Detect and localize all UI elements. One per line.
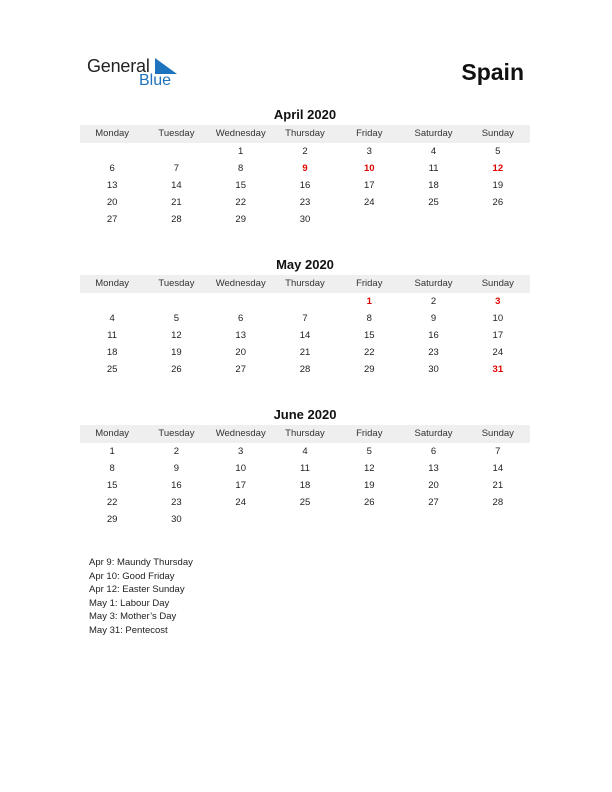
day-cell: 16 bbox=[171, 480, 182, 491]
day-cell: 4 bbox=[109, 313, 115, 324]
week-row bbox=[80, 211, 530, 228]
day-cell: 25 bbox=[106, 364, 118, 375]
day-cell bbox=[144, 293, 208, 310]
weekday-label: Sunday bbox=[481, 428, 514, 439]
day-cell: 6 bbox=[238, 313, 244, 324]
day-cell bbox=[273, 511, 337, 528]
day-cell: 6 bbox=[109, 163, 115, 174]
weekday-label: Tuesday bbox=[158, 428, 195, 439]
weekday-label: Friday bbox=[356, 428, 383, 439]
day-cell: 1 bbox=[238, 146, 244, 157]
weekday-label: Friday bbox=[356, 128, 383, 139]
week-row bbox=[80, 310, 530, 327]
holiday-item: May 3: Mother’s Day bbox=[89, 611, 177, 623]
day-cell: 20 bbox=[428, 480, 439, 491]
weekday-header-row bbox=[80, 125, 530, 143]
week-row bbox=[80, 443, 530, 460]
day-cell: 22 bbox=[106, 497, 118, 508]
day-cell: 11 bbox=[428, 163, 439, 174]
day-cell bbox=[337, 211, 401, 228]
month-may bbox=[80, 257, 530, 378]
weekday-label: Saturday bbox=[414, 428, 453, 439]
week-row bbox=[80, 177, 530, 194]
day-cell bbox=[209, 511, 273, 528]
day-cell: 21 bbox=[299, 347, 311, 358]
holiday-list bbox=[89, 556, 193, 638]
month-june bbox=[80, 407, 530, 528]
day-cell: 9 bbox=[173, 463, 180, 474]
day-cell: 18 bbox=[299, 480, 311, 491]
day-cell: 14 bbox=[492, 463, 504, 474]
day-cell: 10 bbox=[492, 313, 504, 324]
day-cell: 6 bbox=[430, 446, 437, 457]
day-cell: 17 bbox=[363, 180, 375, 191]
day-cell: 13 bbox=[235, 330, 246, 341]
day-cell bbox=[466, 511, 530, 528]
weekday-label: Sunday bbox=[481, 128, 514, 139]
day-cell: 27 bbox=[235, 364, 246, 375]
day-cell: 15 bbox=[106, 480, 118, 491]
day-cell: 26 bbox=[171, 364, 182, 375]
day-cell: 30 bbox=[428, 364, 439, 375]
day-cell: 10 bbox=[363, 163, 375, 174]
day-cell: 5 bbox=[173, 313, 180, 324]
day-cell: 22 bbox=[235, 197, 246, 208]
day-cell: 26 bbox=[492, 197, 504, 208]
day-cell: 29 bbox=[106, 514, 118, 525]
week-row bbox=[80, 344, 530, 361]
weekday-label: Sunday bbox=[481, 278, 514, 289]
week-row bbox=[80, 361, 530, 378]
week-row bbox=[80, 194, 530, 211]
day-cell: 30 bbox=[171, 514, 182, 525]
day-cell: 12 bbox=[492, 163, 504, 174]
day-cell: 19 bbox=[171, 347, 182, 358]
day-cell: 8 bbox=[109, 463, 115, 474]
holiday-item: May 1: Labour Day bbox=[89, 597, 170, 609]
weekday-label: Saturday bbox=[414, 128, 453, 139]
day-cell: 23 bbox=[299, 197, 311, 208]
day-cell: 20 bbox=[235, 347, 246, 358]
month-title: June 2020 bbox=[273, 407, 337, 422]
week-row bbox=[80, 143, 530, 160]
weekday-label: Monday bbox=[95, 428, 130, 439]
day-cell: 27 bbox=[106, 214, 118, 225]
day-cell: 17 bbox=[235, 480, 246, 491]
day-cell: 2 bbox=[302, 146, 308, 157]
day-cell: 4 bbox=[302, 446, 308, 457]
day-cell bbox=[337, 511, 401, 528]
day-cell: 5 bbox=[366, 446, 372, 457]
day-cell bbox=[144, 143, 208, 160]
day-cell: 3 bbox=[366, 146, 372, 157]
month-april bbox=[80, 107, 530, 228]
day-cell: 31 bbox=[492, 364, 504, 375]
day-cell: 18 bbox=[106, 347, 118, 358]
day-cell: 26 bbox=[363, 497, 375, 508]
month-title: May 2020 bbox=[276, 257, 334, 272]
day-cell: 7 bbox=[173, 163, 180, 174]
brand-logo bbox=[87, 56, 187, 92]
logo-word-blue: Blue bbox=[139, 72, 172, 89]
day-cell: 8 bbox=[238, 163, 244, 174]
day-cell bbox=[80, 293, 144, 310]
day-cell: 19 bbox=[363, 480, 375, 491]
day-cell: 12 bbox=[171, 330, 182, 341]
day-cell: 13 bbox=[428, 463, 439, 474]
day-cell: 14 bbox=[171, 180, 182, 191]
day-cell: 24 bbox=[492, 347, 504, 358]
week-row bbox=[80, 293, 530, 310]
day-cell: 15 bbox=[363, 330, 375, 341]
holiday-item: Apr 9: Maundy Thursday bbox=[89, 557, 193, 568]
day-cell: 11 bbox=[107, 330, 118, 341]
day-cell: 10 bbox=[235, 463, 246, 474]
day-cell: 1 bbox=[109, 446, 115, 457]
week-row bbox=[80, 511, 530, 528]
month-title: April 2020 bbox=[273, 107, 337, 122]
country-title: Spain bbox=[461, 59, 524, 85]
day-cell: 17 bbox=[492, 330, 504, 341]
week-row bbox=[80, 460, 530, 477]
day-cell: 28 bbox=[171, 214, 182, 225]
day-cell: 13 bbox=[106, 180, 118, 191]
day-cell: 28 bbox=[492, 497, 504, 508]
day-cell: 28 bbox=[299, 364, 311, 375]
holiday-item: May 31: Pentecost bbox=[89, 624, 168, 636]
day-cell bbox=[209, 293, 273, 310]
day-cell: 24 bbox=[363, 197, 375, 208]
weekday-header-row bbox=[80, 275, 530, 293]
holiday-item: Apr 12: Easter Sunday bbox=[89, 584, 185, 596]
day-cell bbox=[401, 211, 465, 228]
weekday-label: Tuesday bbox=[158, 128, 195, 139]
day-cell: 5 bbox=[495, 146, 501, 157]
day-cell: 25 bbox=[428, 197, 439, 208]
day-cell: 7 bbox=[495, 446, 501, 457]
day-cell: 1 bbox=[366, 296, 372, 307]
logo-word-general: General bbox=[87, 56, 150, 76]
day-cell: 21 bbox=[171, 197, 182, 208]
day-cell: 23 bbox=[428, 347, 439, 358]
day-cell: 20 bbox=[106, 197, 118, 208]
weekday-label: Thursday bbox=[285, 278, 325, 289]
day-cell: 16 bbox=[299, 180, 311, 191]
day-cell: 2 bbox=[173, 446, 180, 457]
weekday-header-row bbox=[80, 425, 530, 443]
day-cell: 23 bbox=[171, 497, 182, 508]
weekday-label: Monday bbox=[95, 128, 130, 139]
day-cell bbox=[273, 293, 337, 310]
weekday-label: Saturday bbox=[414, 278, 453, 289]
day-cell bbox=[80, 143, 144, 160]
day-cell: 8 bbox=[366, 313, 372, 324]
week-row bbox=[80, 327, 530, 344]
day-cell: 4 bbox=[430, 146, 437, 157]
day-cell: 9 bbox=[302, 163, 308, 174]
day-cell: 30 bbox=[299, 214, 311, 225]
day-cell bbox=[401, 511, 465, 528]
weekday-label: Wednesday bbox=[215, 128, 266, 139]
day-cell: 29 bbox=[363, 364, 375, 375]
day-cell: 16 bbox=[428, 330, 439, 341]
day-cell: 27 bbox=[428, 497, 439, 508]
day-cell bbox=[466, 211, 530, 228]
weekday-label: Thursday bbox=[285, 128, 325, 139]
week-row bbox=[80, 494, 530, 511]
weekday-label: Wednesday bbox=[215, 428, 266, 439]
day-cell: 24 bbox=[235, 497, 246, 508]
holiday-item: Apr 10: Good Friday bbox=[89, 570, 175, 582]
day-cell: 2 bbox=[430, 296, 437, 307]
week-row bbox=[80, 477, 530, 494]
day-cell: 7 bbox=[302, 313, 308, 324]
day-cell: 3 bbox=[238, 446, 244, 457]
day-cell: 18 bbox=[428, 180, 439, 191]
day-cell: 21 bbox=[492, 480, 504, 491]
week-row bbox=[80, 160, 530, 177]
day-cell: 11 bbox=[300, 463, 310, 474]
weekday-label: Monday bbox=[95, 278, 130, 289]
day-cell: 25 bbox=[299, 497, 311, 508]
weekday-label: Thursday bbox=[285, 428, 325, 439]
weekday-label: Friday bbox=[356, 278, 383, 289]
day-cell: 14 bbox=[299, 330, 311, 341]
day-cell: 15 bbox=[235, 180, 246, 191]
day-cell: 22 bbox=[363, 347, 375, 358]
weekday-label: Tuesday bbox=[158, 278, 195, 289]
day-cell: 19 bbox=[492, 180, 504, 191]
day-cell: 29 bbox=[235, 214, 246, 225]
day-cell: 9 bbox=[430, 313, 437, 324]
weekday-label: Wednesday bbox=[215, 278, 266, 289]
day-cell: 3 bbox=[495, 296, 501, 307]
day-cell: 12 bbox=[363, 463, 375, 474]
